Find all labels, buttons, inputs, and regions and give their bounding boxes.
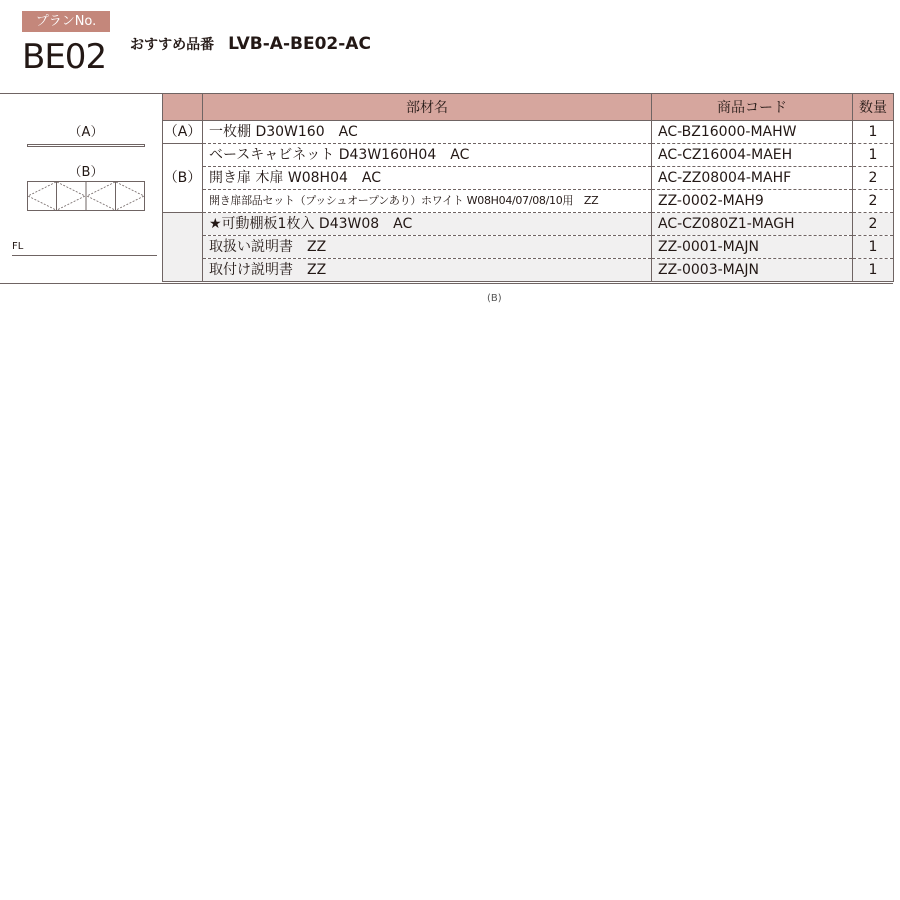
- quantity: 1: [853, 236, 894, 259]
- product-code: ZZ-0003-MAJN: [652, 259, 853, 282]
- floor-level-line: [12, 255, 157, 256]
- table-header-row: [163, 94, 894, 121]
- quantity: 2: [853, 190, 894, 213]
- product-code: AC-CZ16004-MAEH: [652, 144, 853, 167]
- quantity: 1: [853, 259, 894, 282]
- group-cell-b: （B）: [163, 144, 203, 213]
- product-code: AC-CZ080Z1-MAGH: [652, 213, 853, 236]
- table-row: [163, 236, 894, 259]
- table-row: [163, 167, 894, 190]
- stray-text: (B): [487, 293, 502, 304]
- diagram-label-a: （A）: [68, 125, 104, 140]
- product-code: AC-ZZ08004-MAHF: [652, 167, 853, 190]
- table-row: [163, 121, 894, 144]
- table-row: [163, 144, 894, 167]
- table-row: [163, 259, 894, 282]
- table-row: [163, 190, 894, 213]
- product-code: AC-BZ16000-MAHW: [652, 121, 853, 144]
- recommended-product: [130, 33, 371, 56]
- name-header: 部材名: [203, 94, 652, 121]
- bottom-divider: [0, 283, 893, 284]
- group-header: [163, 94, 203, 121]
- quantity: 2: [853, 213, 894, 236]
- floor-level-label: FL: [12, 241, 24, 252]
- recommended-label: おすすめ品番: [130, 37, 215, 53]
- shelf-drawing: [27, 144, 145, 147]
- table-row: [163, 213, 894, 236]
- part-name: 取付け説明書 ZZ: [203, 259, 652, 282]
- part-name: 開き扉 木扉 W08H04 AC: [203, 167, 652, 190]
- quantity: 2: [853, 167, 894, 190]
- qty-header: 数量: [853, 94, 894, 121]
- recommended-code: LVB-A-BE02-AC: [228, 34, 371, 54]
- diagram-label-b: （B）: [68, 165, 104, 180]
- top-divider: [0, 93, 163, 94]
- product-code: ZZ-0002-MAH9: [652, 190, 853, 213]
- parts-table: [162, 93, 894, 282]
- group-cell-a: （A）: [163, 121, 203, 144]
- code-header: 商品コード: [652, 94, 853, 121]
- product-code: ZZ-0001-MAJN: [652, 236, 853, 259]
- group-cell-common: [163, 213, 203, 282]
- part-name: 取扱い説明書 ZZ: [203, 236, 652, 259]
- plan-number-badge: プランNo.: [22, 11, 110, 32]
- cabinet-drawing: [27, 181, 145, 211]
- plan-code: BE02: [22, 37, 107, 77]
- part-name: ★可動棚板1枚入 D43W08 AC: [203, 213, 652, 236]
- quantity: 1: [853, 144, 894, 167]
- part-name: 開き扉部品セット（プッシュオープンあり）ホワイト W08H04/07/08/10用 ZZ: [203, 190, 652, 213]
- quantity: 1: [853, 121, 894, 144]
- part-name: 一枚棚 D30W160 AC: [203, 121, 652, 144]
- part-name: ベースキャビネット D43W160H04 AC: [203, 144, 652, 167]
